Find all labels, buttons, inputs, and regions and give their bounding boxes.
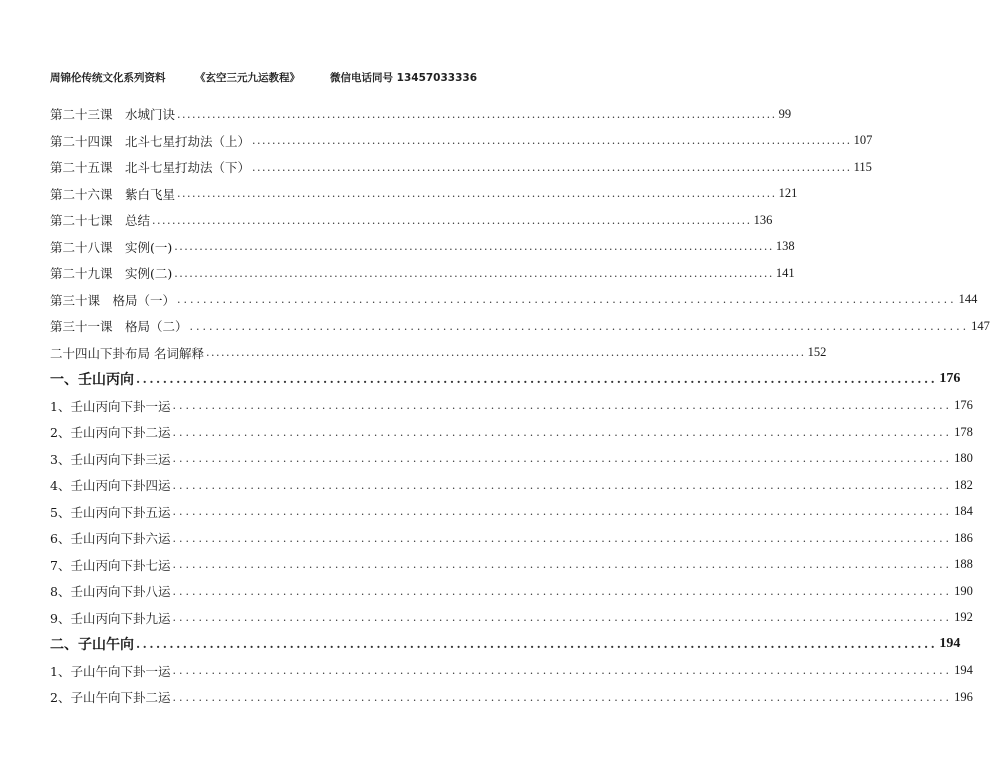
dot-leader: ........................................................................................................................ (172, 399, 953, 413)
dot-leader: ........................................................................................................................ (136, 372, 938, 387)
dot-leader: ........................................................................................................................ (174, 266, 774, 280)
dot-leader: ........................................................................................................................ (172, 611, 953, 625)
toc-entry-title: 5、壬山丙向下卦五运 (50, 504, 171, 520)
toc-entry-title: 第二十四课 北斗七星打劫法（上） (50, 133, 251, 149)
dot-leader: ........................................................................................................................ (172, 505, 953, 519)
dot-leader: ........................................................................................................................ (152, 213, 752, 227)
toc-entry (50, 181, 798, 208)
toc-entry-page: 192 (954, 610, 973, 625)
toc-entry-title: 一、壬山丙向 (50, 372, 134, 389)
toc-entry (50, 287, 978, 314)
dot-leader: ........................................................................................................................ (172, 558, 953, 572)
toc-entry-title: 二、子山午向 (50, 637, 134, 654)
dot-leader: ........................................................................................................................ (205, 346, 806, 360)
toc-entry (50, 207, 773, 234)
toc-entry (50, 154, 872, 181)
toc-entry-title: 2、子山午向下卦二运 (50, 690, 171, 706)
toc-entry-title: 4、壬山丙向下卦四运 (50, 478, 171, 494)
toc-entry-page: 136 (753, 212, 773, 227)
toc-entry-title: 7、壬山丙向下卦七运 (50, 557, 171, 573)
toc-entry (50, 260, 795, 287)
table-of-contents (50, 101, 990, 711)
toc-entry-title: 第二十九课 实例(二) (50, 266, 173, 282)
toc-entry-page: 176 (954, 398, 973, 413)
toc-entry-title: 9、壬山丙向下卦九运 (50, 610, 171, 626)
dot-leader: ........................................................................................................................ (177, 187, 777, 201)
toc-entry-title: 第二十六课 紫白飞星 (50, 186, 176, 202)
toc-entry-page: 144 (958, 292, 978, 307)
toc-entry (50, 393, 973, 420)
dot-leader: ........................................................................................................................ (252, 134, 852, 148)
toc-entry (50, 472, 973, 499)
toc-entry (50, 525, 973, 552)
toc-entry (50, 128, 873, 155)
toc-entry (50, 101, 792, 128)
toc-entry-title: 第二十三课 水城门诀 (50, 107, 176, 123)
dot-leader: ........................................................................................................................ (177, 293, 957, 307)
toc-entry-page: 194 (939, 636, 961, 652)
toc-entry (50, 366, 961, 393)
toc-entry-page: 99 (778, 106, 792, 121)
header-book-title: 《玄空三元九运教程》 (195, 72, 300, 84)
toc-entry-page: 147 (971, 318, 990, 333)
toc-entry-page: 182 (954, 477, 973, 492)
toc-entry (50, 552, 973, 579)
toc-entry-page: 196 (954, 689, 973, 704)
toc-entry (50, 631, 961, 658)
dot-leader: ........................................................................................................................ (189, 319, 970, 333)
toc-entry-title: 第二十八课 实例(一) (50, 239, 173, 255)
toc-entry (50, 234, 795, 261)
toc-entry-title: 二十四山下卦布局 名词解释 (50, 345, 204, 361)
toc-entry-title: 第二十七课 总结 (50, 213, 151, 229)
toc-entry-page: 184 (954, 504, 973, 519)
dot-leader: ........................................................................................................................ (136, 637, 938, 652)
toc-entry-page: 115 (853, 159, 872, 174)
toc-entry (50, 499, 973, 526)
toc-entry-page: 138 (775, 239, 795, 254)
toc-entry-title: 6、壬山丙向下卦六运 (50, 531, 171, 547)
toc-entry-page: 107 (853, 133, 873, 148)
toc-entry-title: 第三十课 格局（一） (50, 292, 176, 308)
toc-entry-page: 141 (775, 265, 795, 280)
toc-entry-page: 176 (939, 371, 961, 387)
toc-entry (50, 684, 973, 711)
dot-leader: ........................................................................................................................ (252, 160, 852, 174)
toc-entry-page: 152 (807, 345, 827, 360)
toc-entry-page: 194 (954, 663, 973, 678)
toc-entry-title: 2、壬山丙向下卦二运 (50, 425, 171, 441)
dot-leader: ........................................................................................................................ (174, 240, 774, 254)
page-header (50, 70, 478, 90)
toc-entry-page: 178 (954, 424, 973, 439)
header-series-title: 周锦伦传统文化系列资料 (50, 72, 166, 84)
toc-entry-title: 第二十五课 北斗七星打劫法（下） (50, 160, 251, 176)
header-contact: 微信电话同号 13457033336 (330, 72, 478, 84)
toc-entry (50, 446, 973, 473)
toc-entry-page: 190 (954, 583, 973, 598)
toc-entry-title: 1、子山午向下卦一运 (50, 663, 171, 679)
toc-entry-title: 第三十一课 格局（二） (50, 319, 188, 335)
toc-entry-page: 121 (778, 186, 798, 201)
toc-entry (50, 578, 973, 605)
toc-entry-title: 1、壬山丙向下卦一运 (50, 398, 171, 414)
toc-entry-title: 8、壬山丙向下卦八运 (50, 584, 171, 600)
dot-leader: ........................................................................................................................ (172, 690, 953, 704)
toc-entry (50, 658, 973, 685)
dot-leader: ........................................................................................................................ (172, 584, 953, 598)
toc-entry (50, 419, 973, 446)
toc-entry (50, 340, 827, 367)
dot-leader: ........................................................................................................................ (172, 452, 953, 466)
toc-entry-title: 3、壬山丙向下卦三运 (50, 451, 171, 467)
dot-leader: ........................................................................................................................ (177, 107, 777, 121)
dot-leader: ........................................................................................................................ (172, 425, 953, 439)
toc-entry-page: 186 (954, 530, 973, 545)
dot-leader: ........................................................................................................................ (172, 664, 953, 678)
toc-entry (50, 605, 973, 632)
toc-entry (50, 313, 990, 340)
dot-leader: ........................................................................................................................ (172, 531, 953, 545)
toc-entry-page: 188 (954, 557, 973, 572)
toc-entry-page: 180 (954, 451, 973, 466)
dot-leader: ........................................................................................................................ (172, 478, 953, 492)
